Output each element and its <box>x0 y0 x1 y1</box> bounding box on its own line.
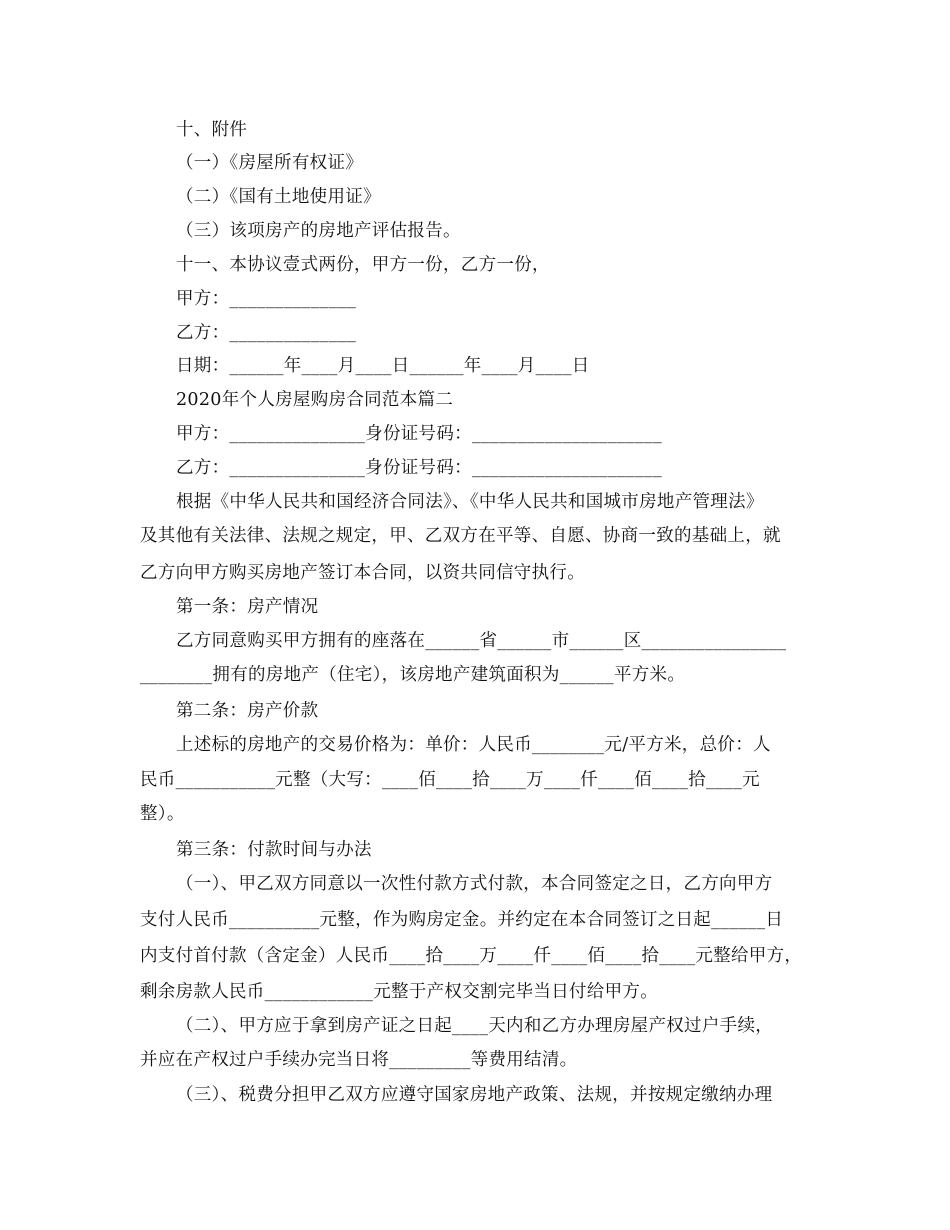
section-title: 2020年个人房屋购房合同范本篇二 <box>176 390 454 410</box>
paragraph-line: 内支付首付款（含定金）人民币____拾____万____仟____佰____拾____元整给甲方， <box>140 946 803 966</box>
paragraph-line: 及其他有关法律、法规之规定，甲、乙双方在平等、自愿、协商一致的基础上，就 <box>140 526 781 546</box>
party-b-signature-line: 乙方：______________ <box>176 323 357 343</box>
party-a-id-line: 甲方：_______________身份证号码：_____________________ <box>176 424 662 444</box>
paragraph-line: 并应在产权过户手续办完当日将_________等费用结清。 <box>140 1050 578 1070</box>
date-line: 日期：______年____月____日______年____月____日 <box>176 356 590 376</box>
copies-clause: 十一、本协议壹式两份，甲方一份，乙方一份， <box>176 255 550 275</box>
paragraph-line: （二）、甲方应于拿到房产证之日起____天内和乙方办理房屋产权过户手续， <box>176 1016 774 1036</box>
paragraph-line: 剩余房款人民币____________元整于产权交割完毕当日付给甲方。 <box>140 982 658 1002</box>
paragraph-line: 支付人民币__________元整，作为购房定金。并约定在本合同签订之日起______日 <box>140 910 784 930</box>
attachment-item-1: （一）《房屋所有权证》 <box>176 153 364 173</box>
article-1-heading: 第一条：房产情况 <box>176 597 319 617</box>
attachment-item-3: （三）该项房产的房地产评估报告。 <box>176 221 461 241</box>
paragraph-line: 乙方同意购买甲方拥有的座落在______省______市______区________________ <box>176 631 787 651</box>
paragraph-line: 根据《中华人民共和国经济合同法》、《中华人民共和国城市房地产管理法》 <box>176 492 764 512</box>
paragraph-line: （一）、甲乙双方同意以一次性付款方式付款，本合同签定之日，乙方向甲方 <box>176 874 773 894</box>
paragraph-line: 民币___________元整（大写：____佰____拾____万____仟____佰____拾____元 <box>140 770 760 790</box>
paragraph-line: （三）、税费分担甲乙双方应遵守国家房地产政策、法规，并按规定缴纳办理 <box>176 1085 773 1105</box>
paragraph-line: 乙方向甲方购买房地产签订本合同，以资共同信守执行。 <box>140 563 585 583</box>
attachment-item-2: （二）《国有土地使用证》 <box>176 187 381 207</box>
article-3-heading: 第三条：付款时间与办法 <box>176 840 372 860</box>
paragraph-line: 上述标的房地产的交易价格为：单价：人民币________元/平方米，总价：人 <box>176 735 771 755</box>
party-a-signature-line: 甲方：______________ <box>176 289 357 309</box>
article-2-heading: 第二条：房产价款 <box>176 701 319 721</box>
paragraph-line: 整）。 <box>140 804 185 824</box>
party-b-id-line: 乙方：_______________身份证号码：_____________________ <box>176 458 662 478</box>
paragraph-line: ________拥有的房地产（住宅），该房地产建筑面积为______平方米。 <box>140 665 686 685</box>
attachments-heading: 十、附件 <box>176 120 248 140</box>
